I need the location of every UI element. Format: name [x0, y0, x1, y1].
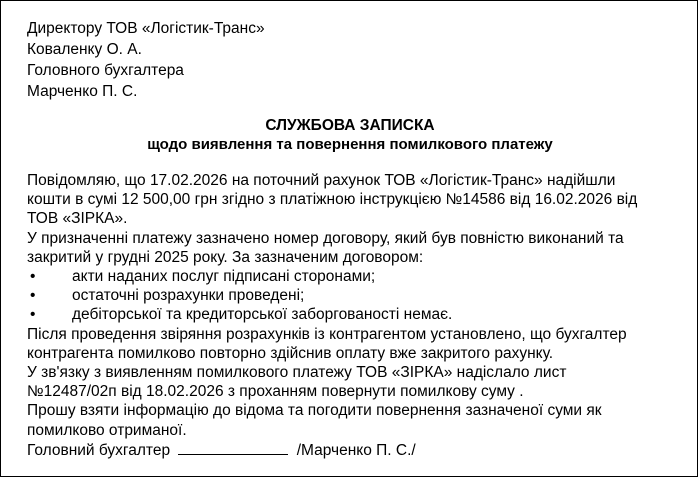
document-body — [27, 171, 695, 460]
bullet-item — [27, 286, 695, 305]
bullet-text: дебіторської та кредиторської заборгованості немає. — [72, 306, 453, 324]
body-line: Прошу взяти інформацію до відома та погодити повернення зазначеної суми як — [27, 402, 602, 420]
body-line: У призначенні платежу зазначено номер договору, який був повністю виконаний та — [27, 229, 624, 247]
document-title: СЛУЖБОВА ЗАПИСКА — [265, 117, 435, 134]
signature-position: Головний бухгалтер — [27, 441, 171, 459]
bullet-item — [27, 267, 695, 286]
document-subtitle: щодо виявлення та повернення помилкового платежу — [147, 136, 553, 153]
bullet-icon: • — [30, 268, 36, 286]
body-line: помилково отриманої. — [27, 421, 187, 439]
signature-name: /Марченко П. С./ — [296, 441, 416, 459]
signature-blank — [178, 440, 288, 455]
bullet-icon: • — [30, 287, 36, 305]
body-line: контрагента помилково повторно здійснив оплату вже закритого рахунку. — [27, 344, 554, 362]
addressee-line: Директору ТОВ «Логістик-Транс» — [27, 20, 265, 37]
bullet-text: остаточні розрахунки проведені; — [72, 287, 305, 305]
body-line: закритий у грудні 2025 року. За зазначеним договором: — [27, 248, 424, 266]
body-line: кошти в сумі 12 500,00 грн згідно з платіжною інструкцією №14586 від 16.02.2026 від — [27, 191, 638, 209]
body-line: Після проведення звіряння розрахунків із контрагентом установлено, що бухгалтер — [27, 325, 627, 343]
addressee-block — [27, 18, 265, 102]
addressee-line: Коваленку О. А. — [27, 41, 142, 58]
body-line: Повідомляю, що 17.02.2026 на поточний рахунок ТОВ «Логістик-Транс» надійшли — [27, 172, 616, 189]
body-line: №12487/02п від 18.02.2026 з проханням повернути помилкову суму . — [27, 383, 524, 401]
bullet-icon: • — [30, 306, 36, 324]
signature-line — [27, 440, 695, 460]
addressee-line: Марченко П. С. — [27, 83, 138, 100]
bullet-item — [27, 305, 695, 324]
addressee-line: Головного бухгалтера — [27, 62, 184, 79]
body-line: ТОВ «ЗІРКА». — [27, 210, 128, 228]
bullet-text: акти наданих послуг підписані сторонами; — [72, 268, 376, 286]
body-line: У зв'язку з виявленням помилкового платежу ТОВ «ЗІРКА» надіслало лист — [27, 364, 567, 382]
